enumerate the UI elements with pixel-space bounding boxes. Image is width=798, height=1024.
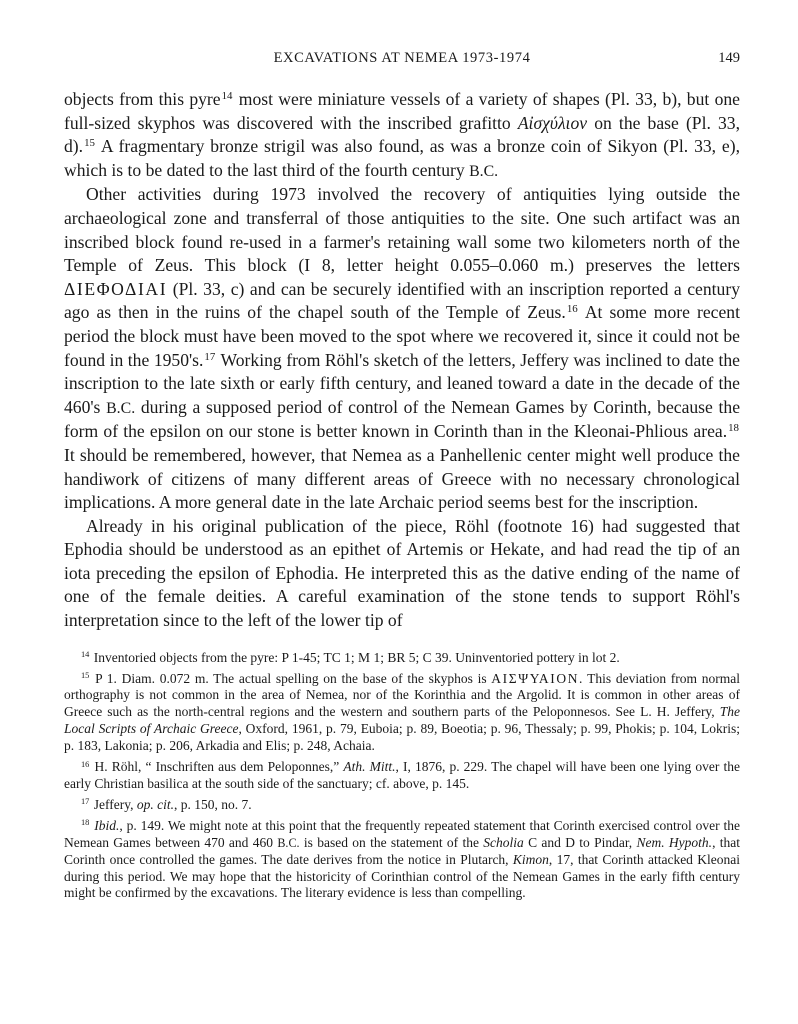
paragraph-1	[64, 88, 740, 183]
page-number: 149	[718, 50, 740, 66]
footnotes	[64, 650, 740, 903]
footnote-text: Inventoried objects from the pyre: P 1-45; TC 1; M 1; BR 5; C 39. Uninventoried pottery in lot 2.	[93, 649, 620, 665]
footnote-text: C and D to Pindar,	[528, 834, 633, 850]
text-run: (Pl. 33, c) and can be securely identified with an inscription reported a century ago as then in the ruins of the chapel south of the Temple of Zeus.	[64, 278, 740, 323]
citation-abbrev: op. cit.	[136, 796, 174, 812]
footnote-text: P 1. Diam. 0.072 m. The actual spelling on the base of the skyphos is	[95, 670, 487, 686]
text-run: during a supposed period of control of the Nemean Games by Corinth, because the form of the epsilon on our stone is better known in Corinth than in the Kleonai-Phlious area.	[64, 396, 741, 442]
greek-inscription: Αἰσχύλιον	[517, 112, 588, 133]
book-title: The Local Scripts of Archaic Greece	[64, 704, 740, 737]
footnote-text: Jeffery,	[93, 796, 134, 812]
footnote-15	[64, 671, 740, 756]
footnote-text: , p. 150, no. 7.	[173, 796, 252, 812]
footnote-17	[64, 797, 740, 814]
running-header	[64, 50, 740, 72]
footnote-ref-18: 18	[728, 422, 739, 435]
era-abbrev: B.C.	[106, 399, 136, 417]
journal-title: Ath. Mitt.	[343, 759, 396, 775]
footnote-number: 16	[81, 759, 90, 769]
document-page	[64, 50, 740, 902]
footnote-text: . This deviation from normal orthography is not common in the area of Nemea, nor of the Korinthia and the Argolid. It is common in other areas of Greece such as the north-central regions and the western and southern parts of the Peloponnesos. See L. H. Jeffery,	[64, 670, 741, 720]
footnote-text: above, p. 145.	[393, 776, 470, 791]
footnote-ref-15: 15	[84, 137, 95, 150]
paragraph-3	[64, 515, 740, 633]
footnote-number: 15	[81, 670, 90, 680]
text-run: Working from Röhl's sketch of the letters, Jeffery was inclined to date the inscription to the late sixth or early fifth century, and leaned toward a date in the decade of the 460's	[64, 349, 740, 417]
footnote-text: cf.	[375, 776, 390, 791]
source-title: Kimon	[512, 851, 549, 867]
text-run: Other activities during 1973 involved the recovery of antiquities lying outside the archaeological zone and transferral of those antiquities to the site. One such artifact was an inscribed block found re-used in a farmer's retaining wall some two kilometers north of the Temple of Zeus. This block (I 8, letter height 0.055–0.060 m.) preserves the letters	[64, 184, 740, 276]
footnote-ref-16: 16	[566, 303, 578, 316]
footnote-16	[64, 759, 740, 793]
citation-abbrev: Ibid.	[94, 817, 120, 833]
body-text	[64, 88, 740, 633]
running-title: EXCAVATIONS AT NEMEA 1973-1974	[273, 50, 531, 66]
greek-letters: ΔΙΕΦΟΔΙΑΙ	[64, 278, 168, 299]
source-title: Nem. Hypoth.	[636, 834, 713, 850]
footnote-text: is based on the statement of the	[303, 834, 479, 850]
era-abbrev: B.C.	[277, 835, 300, 850]
footnote-text: H. Röhl, “ Inschriften aus dem Peloponnes,”	[94, 759, 340, 775]
era-abbrev: B.C.	[469, 162, 499, 180]
footnote-text: , Oxford, 1961, p. 79, Euboia; p. 89, Boeotia; p. 96, Thessaly; p. 99, Phokis; p. 104, Lokris; p. 183, Lakonia; p. 206, Arkadia and Elis; p. 248, Achaia.	[64, 721, 740, 754]
text-run: most were miniature vessels of a variety of shapes (Pl. 33, b), but one full-sized skyphos was discovered with the inscribed grafitto	[64, 89, 740, 133]
footnote-number: 17	[81, 797, 90, 807]
footnote-text: , that Corinth once controlled the games. The date derives from the notice in Plutarch,	[64, 834, 740, 867]
text-run: Already in his original publication of the piece, Röhl (footnote 16) had suggested that Ephodia should be understood as an epithet of Artemis or Hekate, and had read the tip of an iota preceding the epsilon of Ephodia. He interpreted this as the dative ending of the name of one of the female deities. A careful examination of the stone tends to support Röhl's interpretation since to the left of the lower tip of	[64, 515, 740, 631]
text-run: At some more recent period the block must have been moved to the spot where we recovered it, since it could not be found in the 1950's.	[64, 302, 740, 370]
footnote-ref-17: 17	[204, 350, 216, 363]
footnote-number: 14	[81, 650, 90, 660]
text-run: objects from this pyre	[64, 89, 221, 109]
footnote-14	[64, 650, 740, 667]
paragraph-2	[64, 183, 740, 514]
footnote-18	[64, 818, 740, 903]
source-title: Scholia	[483, 834, 524, 850]
footnote-text: , 17, that Corinth attacked Kleonai during this period. We may hope that the historicity of Corinthian control of the Nemean Games in the early fifth century might be confirmed by the excavations. The literary evidence is less than compelling.	[64, 851, 740, 901]
footnote-number: 18	[81, 818, 90, 828]
footnote-text: , I, 1876, p. 229. The chapel will have been one lying over the early Christian basilica at the south side of the sanctuary;	[64, 759, 741, 791]
greek-spelling: ΑΙΣΨΥΑΙΟΝ	[491, 670, 580, 686]
text-run: on the base (Pl. 33, d).	[64, 112, 741, 157]
text-run: It should be remembered, however, that Nemea as a Panhellenic center might well produce the handiwork of citizens of many different areas of Greece with no necessary chronological implications. A more general date in the late Archaic period seems best for the inscription.	[64, 444, 740, 513]
footnote-ref-14: 14	[221, 90, 233, 102]
footnote-text: , p. 149. We might note at this point that the frequently repeated statement that Corinth exercised control over the Nemean Games between 470 and 460	[64, 817, 740, 850]
text-run: A fragmentary bronze strigil was also found, as was a bronze coin of Sikyon (Pl. 33, e), which is to be dated to the last third of the fourth century	[64, 136, 740, 180]
